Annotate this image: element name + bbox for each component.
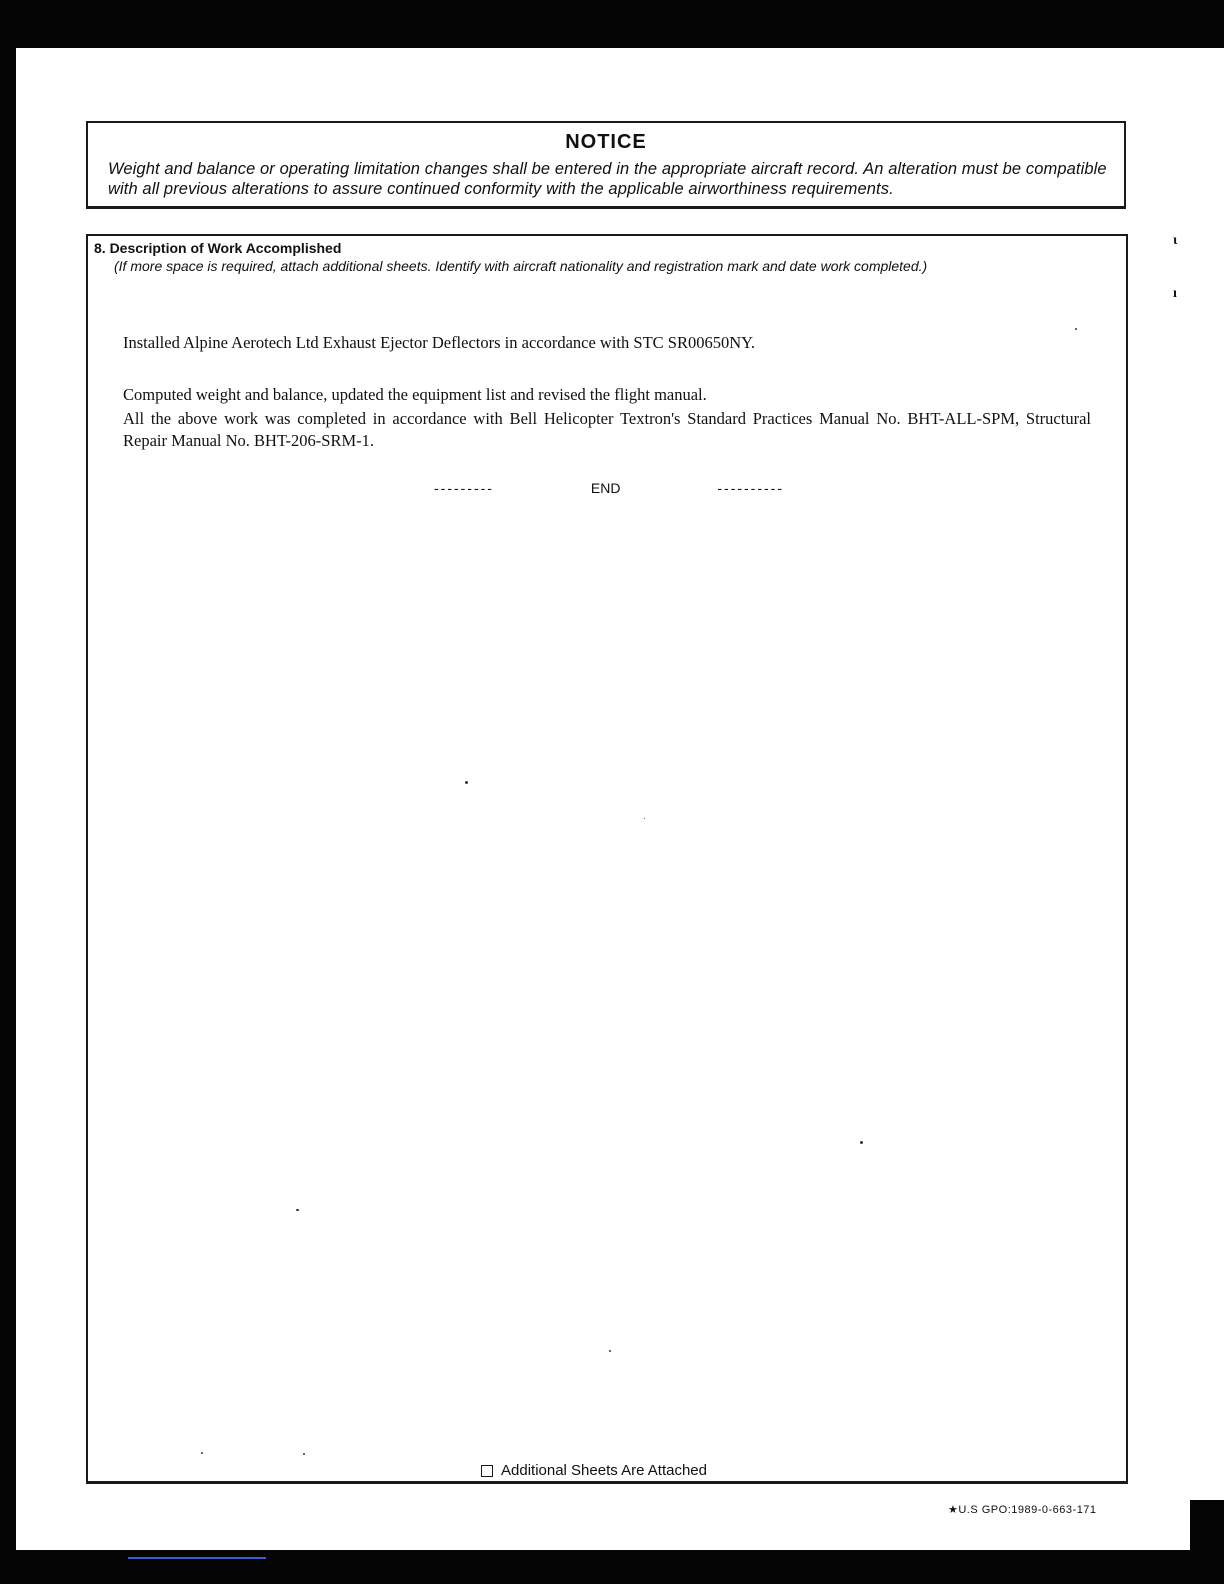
scan-border-bottom [0,1550,1224,1584]
margin-mark: ι [1173,233,1178,248]
scan-speck [303,1453,305,1455]
scan-border-corner [1190,1500,1224,1584]
notice-title: NOTICE [565,131,647,153]
end-right-dashes: ---------- [717,480,784,496]
additional-sheets-label: Additional Sheets Are Attached [501,1462,707,1479]
scan-speck [860,1141,863,1144]
end-marker [434,480,784,496]
scan-speck [1075,328,1077,330]
work-line: Computed weight and balance, updated the equipment list and revised the flight manual. [123,385,707,404]
section-heading: 8. Description of Work Accomplished [94,240,342,256]
additional-sheets-row[interactable] [481,1462,707,1479]
end-label: END [590,480,621,496]
scan-speck [296,1209,299,1211]
work-line: Installed Alpine Aerotech Ltd Exhaust Ejector Deflectors in accordance with STC SR00650NY. [123,333,756,352]
margin-mark: ı [1173,286,1177,301]
scan-speck [609,1350,611,1352]
scan-border-left [0,0,16,1584]
scan-speck [465,781,468,784]
scan-speck [201,1452,203,1454]
scan-blue-line [128,1557,266,1559]
additional-sheets-checkbox[interactable] [481,1465,493,1477]
work-description-box [86,234,1128,1484]
scan-border-top [0,0,1224,48]
notice-text: Weight and balance or operating limitation changes shall be entered in the appropriate aircraft record. An alteration must be compatible with all previous alterations to assure continued conformity with the applicable airworthiness requirements. [108,160,1107,198]
work-line: All the above work was completed in accordance with Bell Helicopter Textron's Standard Practices Manual No. BHT-ALL-SPM, Structural Repair Manual No. BHT-206-SRM-1. [123,409,1091,450]
notice-box [86,121,1126,209]
section-instructions: (If more space is required, attach additional sheets. Identify with aircraft nationality and registration mark and date work completed.) [114,258,928,274]
scan-speck [644,818,645,819]
gpo-printer-mark: ★U.S GPO:1989-0-663-171 [948,1504,1097,1516]
end-left-dashes: --------- [434,480,494,496]
